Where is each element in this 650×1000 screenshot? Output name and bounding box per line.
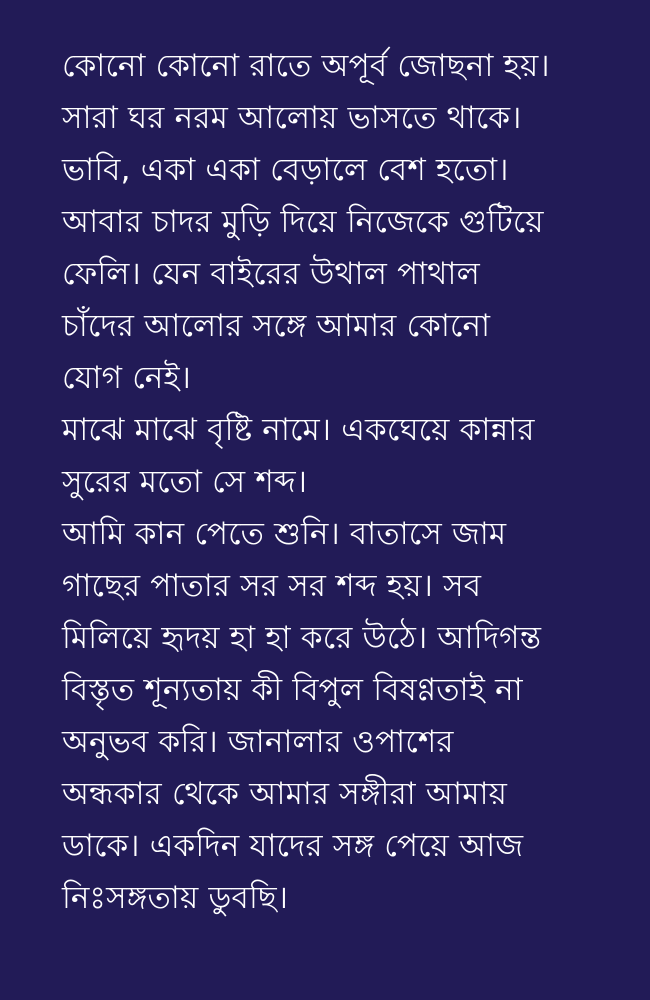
text-line: অন্ধকার থেকে আমার সঙ্গীরা আমায় bbox=[62, 776, 508, 812]
text-line: সারা ঘর নরম আলোয় ভাসতে থাকে। bbox=[62, 100, 522, 136]
bengali-passage bbox=[62, 40, 632, 924]
text-line: ভাবি, একা একা বেড়ালে বেশ হতো। bbox=[62, 152, 509, 188]
text-line: আবার চাদর মুড়ি দিয়ে নিজেকে গুটিয়ে bbox=[62, 204, 544, 240]
text-line: চাঁদের আলোর সঙ্গে আমার কোনো bbox=[62, 308, 491, 344]
text-line: অনুভব করি। জানালার ওপাশের bbox=[62, 724, 454, 760]
text-line: মিলিয়ে হৃদয় হা হা করে উঠে। আদিগন্ত bbox=[62, 620, 542, 656]
text-line: মাঝে মাঝে বৃষ্টি নামে। একঘেয়ে কান্নার bbox=[62, 412, 535, 448]
text-line: ডাকে। একদিন যাদের সঙ্গ পেয়ে আজ bbox=[62, 828, 524, 864]
text-line: কোনো কোনো রাতে অপূর্ব জোছনা হয়। bbox=[62, 48, 550, 84]
text-line: সুরের মতো সে শব্দ। bbox=[62, 464, 308, 500]
text-line: যোগ নেই। bbox=[62, 360, 192, 396]
text-line: ফেলি। যেন বাইরের উথাল পাথাল bbox=[62, 256, 480, 292]
text-line: গাছের পাতার সর সর শব্দ হয়। সব bbox=[62, 568, 482, 604]
text-line: আমি কান পেতে শুনি। বাতাসে জাম bbox=[62, 516, 507, 552]
text-line: নিঃসঙ্গতায় ডুবছি। bbox=[62, 880, 289, 916]
text-line: বিস্তৃত শূন্যতায় কী বিপুল বিষণ্ণতাই না bbox=[62, 672, 523, 708]
